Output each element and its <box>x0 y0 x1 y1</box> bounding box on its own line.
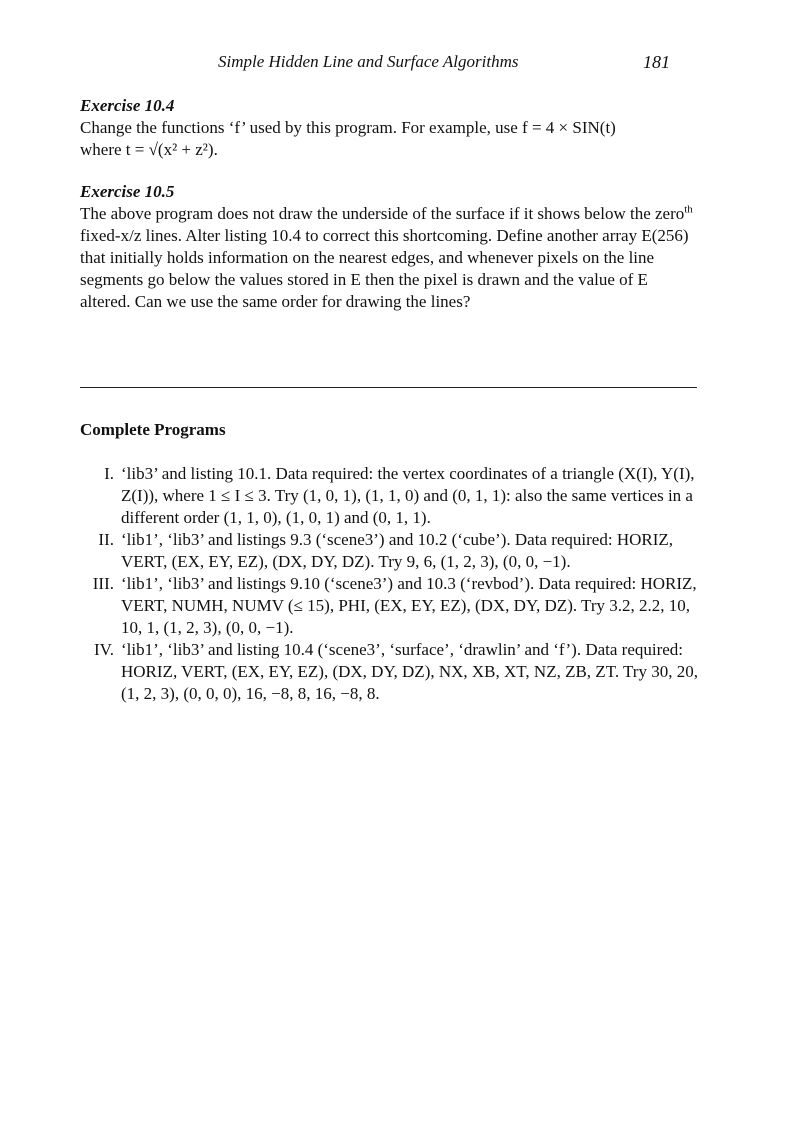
programs-list <box>80 463 700 705</box>
program-numeral: III. <box>92 574 114 593</box>
program-numeral: I. <box>104 464 114 483</box>
program-item-2 <box>80 529 700 573</box>
program-item-4 <box>80 639 700 705</box>
program-text: ‘lib1’, ‘lib3’ and listing 10.4 (‘scene3’, ‘surface’, ‘drawlin’ and ‘f’). Data required: HORIZ, VERT, (EX, EY, EZ), (DX, DY, DZ), NX, XB, XT, NZ, ZB, ZT. Try 30, 20, (1, 2, 3), (0, 0, 0), 16, −8, 8, 16, −8, 8. <box>121 640 698 703</box>
exercise-10-5-heading: Exercise 10.5 <box>80 182 175 201</box>
complete-programs-heading: Complete Programs <box>80 420 226 439</box>
exercise-10-5-text-a: The above program does not draw the underside of the surface if it shows below the zero <box>80 204 685 223</box>
exercise-10-4-line-1: Change the functions ‘f’ used by this program. For example, use f = 4 × SIN(t) <box>80 118 616 137</box>
program-numeral: II. <box>98 530 114 549</box>
program-item-1 <box>80 463 700 529</box>
page-header <box>0 52 800 76</box>
complete-programs-section <box>80 419 700 705</box>
program-item-3 <box>80 573 700 639</box>
exercise-10-4-line-2: where t = √(x² + z²). <box>80 140 218 159</box>
exercise-10-5-text <box>80 203 700 313</box>
program-text: ‘lib3’ and listing 10.1. Data required: the vertex coordinates of a triangle (X(I), Y(I), Z(I)), where 1 ≤ I ≤ 3. Try (1, 0, 1), (1, 1, 0) and (0, 1, 1): also the same vertices in a different order (1, 1, 0), (1, 0, 1) and (0, 1, 1). <box>121 464 695 527</box>
program-text: ‘lib1’, ‘lib3’ and listings 9.10 (‘scene3’) and 10.3 (‘revbod’). Data required: HORIZ, VERT, NUMH, NUMV (≤ 15), PHI, (EX, EY, EZ), (DX, DY, DZ). Try 3.2, 2.2, 10, 10, 1, (1, 2, 3), (0, 0, −1). <box>121 574 697 637</box>
exercises-section <box>80 95 700 313</box>
exercise-10-4-heading: Exercise 10.4 <box>80 96 175 115</box>
program-text: ‘lib1’, ‘lib3’ and listings 9.3 (‘scene3’) and 10.2 (‘cube’). Data required: HORIZ, VERT, (EX, EY, EZ), (DX, DY, DZ). Try 9, 6, (1, 2, 3), (0, 0, −1). <box>121 530 674 571</box>
page-number: 181 <box>643 52 670 72</box>
exercise-10-5-superscript: th <box>684 203 693 216</box>
exercise-10-5-text-b: fixed-x/z lines. Alter listing 10.4 to correct this shortcoming. Define another array E(256) that initially holds information on the nearest edges, and whenever pixels on the line segments go below the values stored in E then the pixel is drawn and the value of E altered. Can we use the same order for drawing the lines? <box>80 226 689 311</box>
running-title: Simple Hidden Line and Surface Algorithms <box>218 52 519 71</box>
section-divider <box>80 387 697 388</box>
program-numeral: IV. <box>94 640 114 659</box>
